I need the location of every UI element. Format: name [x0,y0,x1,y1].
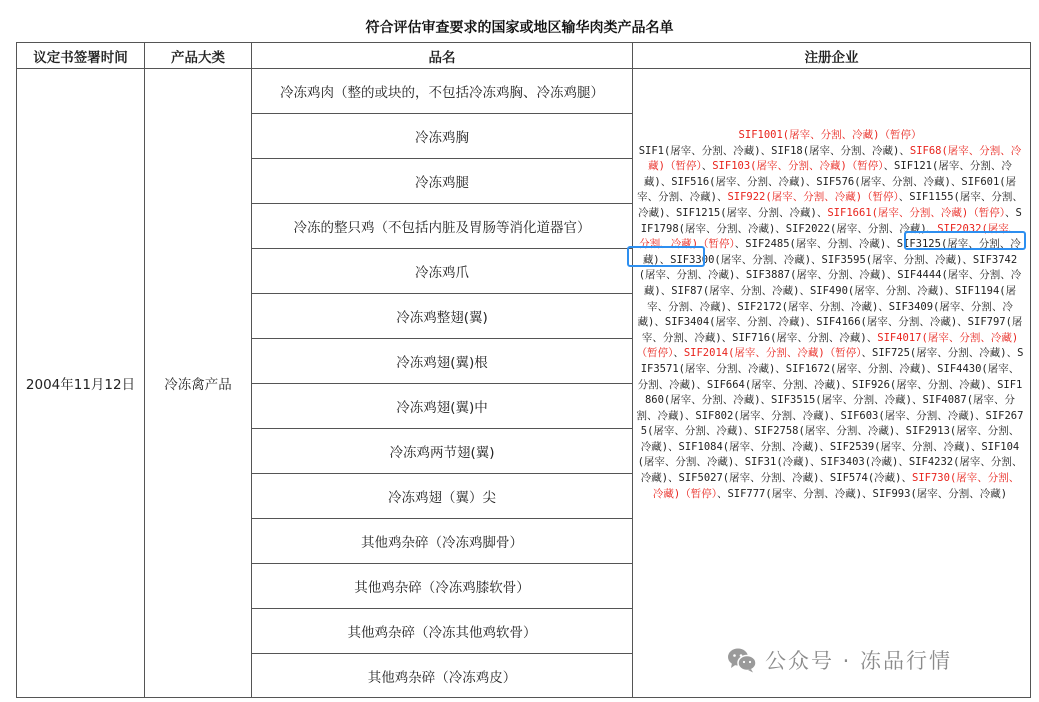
product-list-table [16,42,1031,698]
highlight-box [627,246,705,267]
product-name-cell: 其他鸡杂碎（冷冻其他鸡软骨） [252,609,633,654]
header-category: 产品大类 [145,43,252,69]
watermark [727,645,952,675]
header-row [17,43,1031,69]
enterprise-entry: 、SIF1155(屠宰、分割、冷藏)、SIF1215(屠宰、分割、冷藏)、 [638,191,1023,219]
enterprise-entry: 、SIF1798(屠宰、分割、冷藏)、SIF2022(屠宰、分割、冷藏)、 [640,206,1022,235]
product-name-cell: 冷冻的整只鸡（不包括内脏及胃肠等消化道器官） [252,204,633,249]
product-name-cell: 冷冻鸡腿 [252,159,633,204]
product-name-cell: 冷冻鸡翅（翼）尖 [252,474,633,519]
product-name-cell: 其他鸡杂碎（冷冻鸡脚骨） [252,519,633,564]
enterprise-entry: SIF1001(屠宰、分割、冷藏)（暂停） [738,129,922,141]
product-name-cell: 冷冻鸡翅(翼)根 [252,339,633,384]
enterprise-entry: SIF2032(屠宰、分割、冷藏)（暂停） [639,222,1020,251]
enterprise-entry: 、SIF725(屠宰、分割、冷藏)、SIF3571(屠宰、分割、冷藏)、SIF1672(屠宰、分割、冷藏)、SIF4430(屠宰、分割、冷藏)、SIF664(屠宰、分割、冷藏)、SIF926(屠宰、分割、冷藏)、SIF1860(屠宰、分割、冷藏)、SIF3515(屠宰、分割、冷藏)、SIF4087(屠宰、分割、冷藏)、SIF802(屠宰、分割、冷藏)、SIF603(屠宰、分割、冷藏)、SIF2675(屠宰、分割、冷藏)、SIF2758(屠宰、分割、冷藏)、SIF2913(屠宰、分割、冷藏)、SIF1084(屠宰、分割、冷藏)、SIF2539(屠宰、分割、冷藏)、SIF104(屠宰、分割、冷藏)、SIF31(冷藏)、SIF3403(冷藏)、SIF4232(屠宰、分割、冷藏)、SIF5027(屠宰、分割、冷藏)、SIF574(冷藏)、 [636,347,1024,485]
header-product: 品名 [252,43,633,69]
header-enterprise: 注册企业 [633,43,1031,69]
product-name-cell: 冷冻鸡整翅(翼) [252,294,633,339]
enterprise-entry: SIF68(屠宰、分割、冷藏)（暂停） [648,144,1022,173]
enterprise-entry: 、 [701,160,713,173]
enterprise-entry: SIF1(屠宰、分割、冷藏)、SIF18(屠宰、分割、冷藏)、 [638,144,910,157]
enterprise-entry: SIF103(屠宰、分割、冷藏)（暂停） [712,160,884,173]
enterprise-entry: SIF4017(屠宰、分割、冷藏)（暂停） [636,331,1019,360]
enterprise-entry: SIF730(屠宰、分割、冷藏)（暂停） [652,472,1020,500]
enterprise-entry: SIF1661(屠宰、分割、冷藏)（暂停） [827,206,1006,219]
enterprise-cell [633,69,1031,698]
wechat-icon [727,647,757,673]
product-name-cell: 冷冻鸡胸 [252,114,633,159]
enterprise-list [636,128,1024,502]
enterprise-entry: 、SIF2485(屠宰、分割、冷藏)、SIF3125(屠宰、分割、冷藏)、SIF3300(屠宰、分割、冷藏)、SIF3595(屠宰、分割、冷藏)、SIF3742(屠宰、分割、冷藏)、SIF3887(屠宰、分割、冷藏)、SIF4444(屠宰、分割、冷藏)、SIF87(屠宰、分割、冷藏)、SIF490(屠宰、分割、冷藏)、SIF1194(屠宰、分割、冷藏)、SIF2172(屠宰、分割、冷藏)、SIF3409(屠宰、分割、冷藏)、SIF3404(屠宰、分割、冷藏)、SIF4166(屠宰、分割、冷藏)、SIF797(屠宰、分割、冷藏)、SIF716(屠宰、分割、冷藏)、 [637,238,1023,344]
product-name-cell: 其他鸡杂碎（冷冻鸡膝软骨） [252,564,633,609]
enterprise-entry: 、SIF121(屠宰、分割、冷藏)、SIF516(屠宰、分割、冷藏)、SIF576(屠宰、分割、冷藏)、SIF601(屠宰、分割、冷藏)、 [637,160,1017,204]
watermark-text: 公众号 · 冻品行情 [765,649,953,673]
document-title: 符合评估审查要求的国家或地区输华肉类产品名单 [365,20,674,36]
category-cell: 冷冻禽产品 [145,69,252,698]
product-name-cell: 冷冻鸡翅(翼)中 [252,384,633,429]
product-name-cell: 冷冻鸡两节翅(翼) [252,429,633,474]
enterprise-entry: SIF2014(屠宰、分割、冷藏)（暂停） [683,347,862,360]
product-name-cell: 冷冻鸡肉（整的或块的，不包括冷冻鸡胸、冷冻鸡腿） [252,69,633,114]
enterprise-entry: SIF922(屠宰、分割、冷藏)（暂停） [727,191,899,204]
signing-date-cell: 2004年11月12日 [17,69,145,698]
product-name-cell: 其他鸡杂碎（冷冻鸡皮） [252,654,633,698]
header-date: 议定书签署时间 [17,43,145,69]
highlight-box [904,231,1026,250]
enterprise-entry: 、SIF777(屠宰、分割、冷藏)、SIF993(屠宰、分割、冷藏) [716,487,1008,500]
product-name-cell: 冷冻鸡爪 [252,249,633,294]
enterprise-entry: 、 [673,347,684,360]
table-row [17,69,1031,114]
